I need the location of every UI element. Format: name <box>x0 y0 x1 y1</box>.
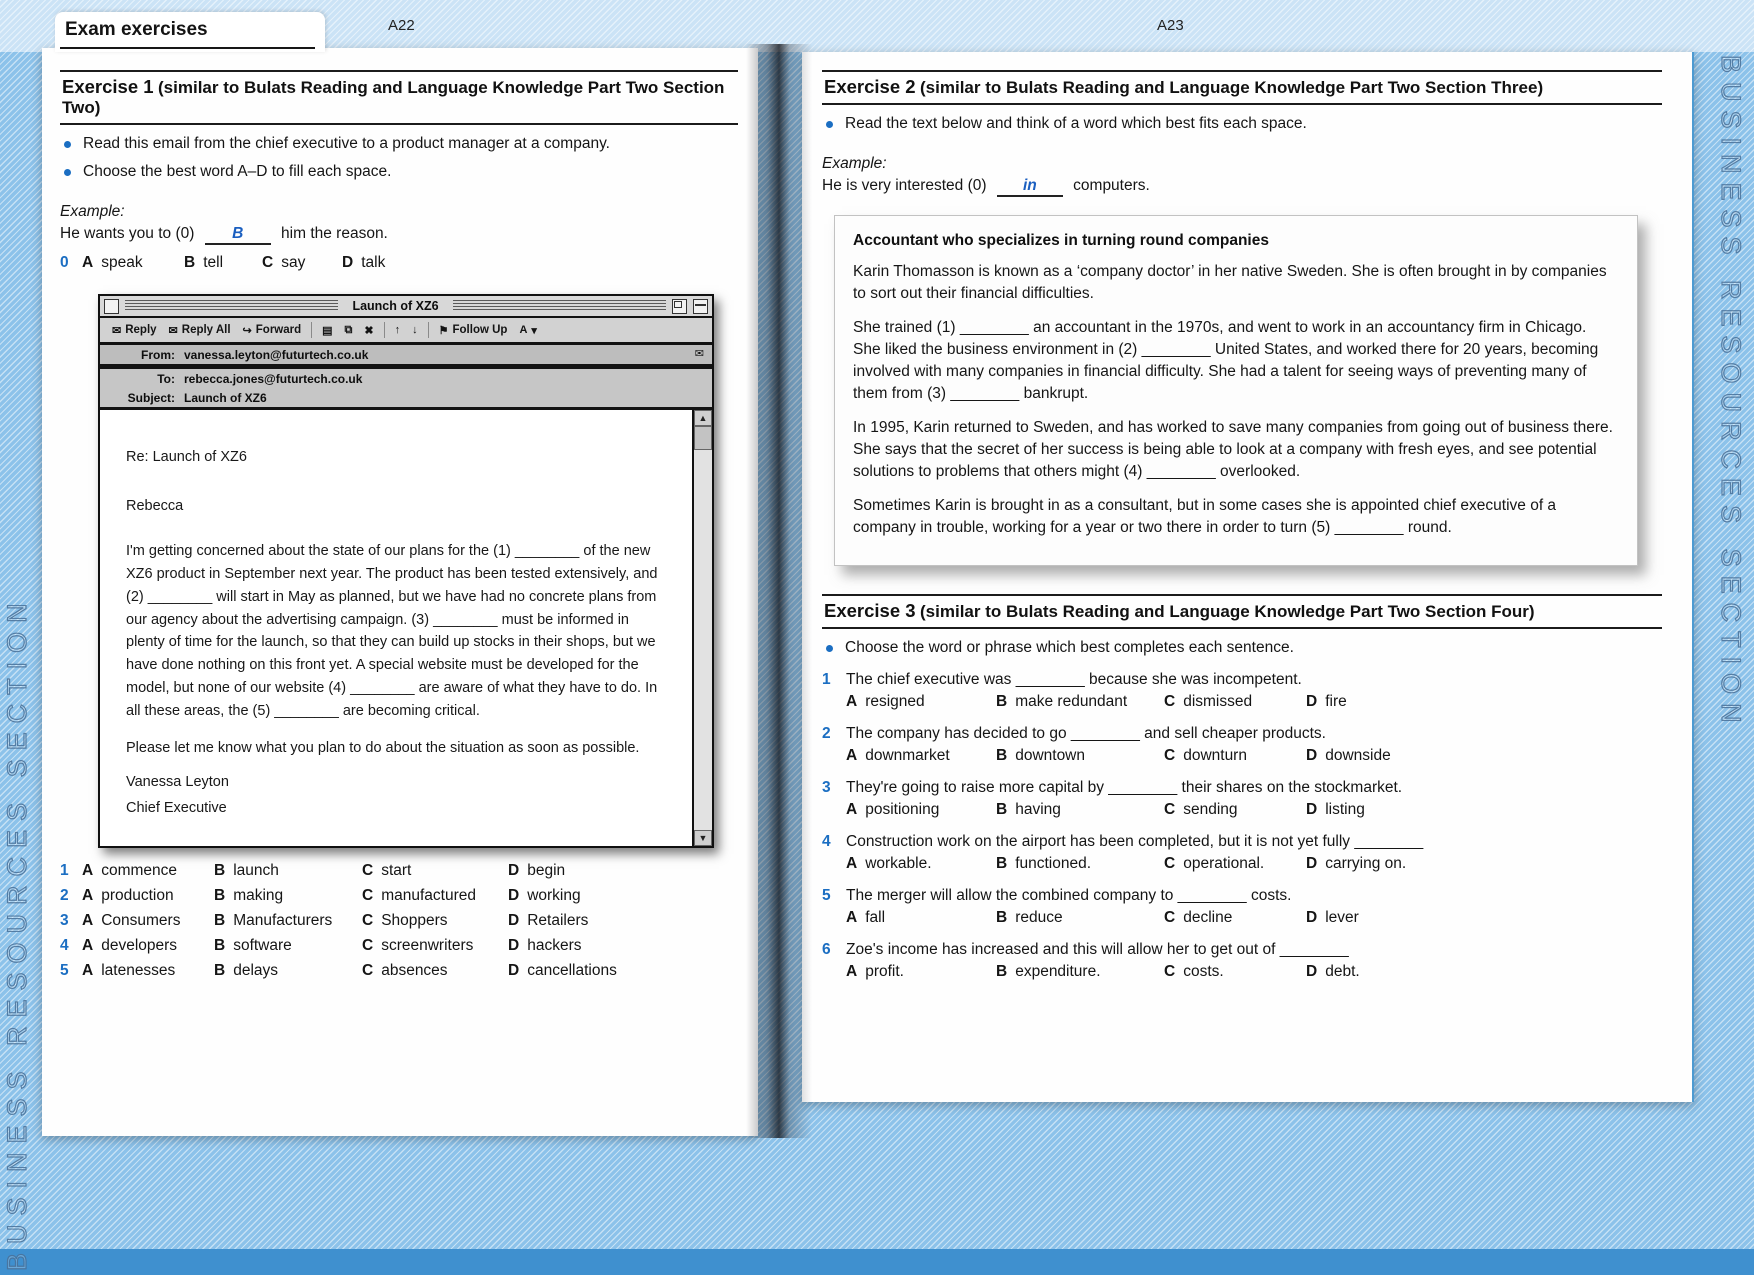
option-c: C manufactured <box>362 887 476 904</box>
question-number: 0 <box>60 254 69 271</box>
to-label: To: <box>157 371 175 386</box>
question-sentence: Construction work on the airport has been completed, but it is not yet fully ________ <box>846 833 1424 850</box>
question-6-options <box>846 963 1662 981</box>
option-d: D working <box>508 887 581 904</box>
right-page <box>802 52 1694 1102</box>
font-color-button[interactable] <box>513 323 542 338</box>
example-option-row <box>60 254 738 272</box>
previous-message-button[interactable] <box>389 323 407 337</box>
font-icon: A <box>519 324 528 336</box>
option-c: C start <box>362 862 412 879</box>
close-box-icon[interactable] <box>104 299 119 314</box>
reply-button[interactable]: ✉ Reply <box>112 324 157 337</box>
option-a: A speak <box>82 254 143 271</box>
question-sentence: The merger will allow the combined company to ________ costs. <box>846 887 1292 904</box>
question-4-options <box>846 855 1662 873</box>
question-2 <box>822 725 1662 743</box>
example-answer: in <box>997 177 1063 197</box>
question-number: 4 <box>60 937 69 954</box>
exercise1-heading <box>60 70 738 125</box>
next-message-button[interactable] <box>406 323 424 337</box>
email-main-paragraph: I'm getting concerned about the state of our plans for the (1) ________ of the new XZ6 product in September next year. The product has been tested extensively, and (2) ________ will start in May as planned, but we have had no concrete plans from our agency about the advertising campaign. (3) ________ must be informed in plenty of time for the launch, so that they can build up stocks in their shops, but we have done nothing on this front yet. A special website must be developed for the model, but none of our website (4) ________ are aware of what they have to do. In all these areas, the (5) ________ are becoming critical. <box>126 542 658 720</box>
email-closing: Please let me know what you plan to do about the situation as soon as possible. <box>126 740 640 757</box>
down-arrow-icon: ↓ <box>412 324 418 336</box>
option-c: C downturn <box>1164 747 1247 764</box>
email-re-line: Re: Launch of XZ6 <box>126 449 247 465</box>
option-b: B downtown <box>996 747 1085 764</box>
reading-paragraph: In 1995, Karin returned to Sweden, and has worked to save many companies from going out of business there. She says that the secret of her success is being able to look at a company with fresh eyes, and see potential solutions to problems that others might (4) ________ overlooked. <box>853 419 1613 480</box>
titlebar-stripes <box>125 300 338 312</box>
option-b: B functioned. <box>996 855 1092 872</box>
bullet-icon <box>826 645 833 652</box>
question-sentence: The chief executive was ________ because she was incompetent. <box>846 671 1302 688</box>
envelope-icon: ✉ <box>694 348 704 360</box>
question-number: 2 <box>822 725 831 742</box>
reply-all-button[interactable]: ✉ Reply All <box>168 324 231 337</box>
example-post: computers. <box>1073 177 1150 194</box>
toolbar-separator <box>428 322 429 338</box>
question-number: 6 <box>822 941 831 958</box>
option-c: C costs. <box>1164 963 1224 980</box>
side-banner-right: BUSINESS RESOURCES SECTION <box>1716 55 1746 732</box>
email-salutation: Rebecca <box>126 497 184 514</box>
option-d: D listing <box>1306 801 1365 818</box>
subject-label: Subject: <box>127 390 175 405</box>
exercise1-subtitle: (similar to Bulats Reading and Language Knowledge Part Two Section Two) <box>62 78 725 117</box>
option-d: D cancellations <box>508 962 617 979</box>
instruction-text: Read the text below and think of a word which best fits each space. <box>845 115 1307 132</box>
option-c: C screenwriters <box>362 937 474 954</box>
option-d: D hackers <box>508 937 582 954</box>
reading-text-heading: Accountant who specializes in turning round companies <box>853 232 1269 249</box>
option-b: B software <box>214 937 292 954</box>
option-d: D carrying on. <box>1306 855 1407 872</box>
email-titlebar <box>100 296 712 318</box>
option-b: B make redundant <box>996 693 1128 710</box>
question-number: 5 <box>60 962 69 979</box>
email-from-row <box>100 345 712 369</box>
option-c: C dismissed <box>1164 693 1253 710</box>
email-body <box>100 410 712 846</box>
reading-paragraph: She trained (1) ________ an accountant in the 1970s, and went to work in an accountancy firm in Chicago. She liked the business environment in (2) ________ United States, and worked there for 20 years, becoming involved with many companies in financial difficulty. She had a talent for seeing ways of preventing many of them from (3) ________ bankrupt. <box>853 319 1599 402</box>
print-button[interactable] <box>316 323 338 338</box>
option-a: A Consumers <box>82 912 181 929</box>
toolbar-separator <box>311 322 312 338</box>
option-row-1 <box>60 862 738 880</box>
collapse-box-icon[interactable] <box>693 299 708 314</box>
option-a: A developers <box>82 937 178 954</box>
option-c: C operational. <box>1164 855 1265 872</box>
reply-icon: ✉ <box>112 324 122 337</box>
example-label: Example: <box>60 203 125 220</box>
tab-underline <box>60 47 315 50</box>
page-number-right: A23 <box>1157 17 1184 34</box>
option-row-3 <box>60 912 738 930</box>
option-d: D fire <box>1306 693 1347 710</box>
example-sentence <box>822 177 1662 197</box>
bottom-blue-band <box>0 1249 1754 1275</box>
up-arrow-icon: ↑ <box>394 324 401 336</box>
exercise1-title: Exercise 1 <box>62 76 154 97</box>
question-number: 3 <box>60 912 69 929</box>
section-tab-label: Exam exercises <box>65 19 208 40</box>
email-window <box>98 294 714 848</box>
toolbar-separator <box>384 322 385 338</box>
from-label: From: <box>141 347 175 362</box>
option-d: D debt. <box>1306 963 1360 980</box>
instruction-text: Read this email from the chief executive to a product manager at a company. <box>83 135 610 152</box>
bullet-icon <box>64 141 71 148</box>
reading-paragraph: Sometimes Karin is brought in as a consultant, but in some cases she is appointed chief executive of a company in trouble, working for a year or two there in order to turn (5) ________ round. <box>853 497 1557 536</box>
section-tab <box>55 12 325 52</box>
scroll-up-icon[interactable]: ▲ <box>694 410 712 426</box>
question-1 <box>822 671 1662 689</box>
option-a: A positioning <box>846 801 940 818</box>
side-banner-left: BUSINESS RESOURCES SECTION <box>2 594 32 1271</box>
example-sentence <box>60 225 738 245</box>
forward-button[interactable]: ↪ Forward <box>242 324 302 337</box>
option-b: B making <box>214 887 284 904</box>
copy-button[interactable] <box>339 323 359 338</box>
option-a: A workable. <box>846 855 932 872</box>
exercise3-title: Exercise 3 <box>824 600 916 621</box>
dropdown-icon: ▾ <box>531 324 537 337</box>
option-row-2 <box>60 887 738 905</box>
email-window-title: Launch of XZ6 <box>352 299 439 313</box>
question-number: 2 <box>60 887 69 904</box>
option-c: C say <box>262 254 306 271</box>
delete-button[interactable] <box>358 323 379 338</box>
option-row-5 <box>60 962 738 980</box>
option-d: D Retailers <box>508 912 589 929</box>
option-a: A latenesses <box>82 962 176 979</box>
option-b: B Manufacturers <box>214 912 333 929</box>
option-c: C absences <box>362 962 448 979</box>
option-row-4 <box>60 937 738 955</box>
option-a: A production <box>82 887 174 904</box>
question-4 <box>822 833 1662 851</box>
bullet-icon <box>826 121 833 128</box>
exercise2-heading <box>822 70 1662 105</box>
forward-icon: ↪ <box>242 324 252 337</box>
question-number: 3 <box>822 779 831 796</box>
reading-text-box <box>834 215 1638 566</box>
example-post: him the reason. <box>281 225 388 242</box>
flag-icon: ⚑ <box>438 324 449 337</box>
email-scrollbar[interactable] <box>692 410 712 846</box>
scrollbar-thumb[interactable] <box>694 426 712 450</box>
reading-paragraph: Karin Thomasson is known as a ‘company doctor’ in her native Sweden. She is often brought in by companies to sort out their financial difficulties. <box>853 263 1607 302</box>
bullet-icon <box>64 169 71 176</box>
option-b: B delays <box>214 962 279 979</box>
email-to-row <box>100 369 712 388</box>
exercise2-title: Exercise 2 <box>824 76 916 97</box>
to-value: rebecca.jones@futurtech.co.uk <box>184 371 363 386</box>
question-number: 4 <box>822 833 831 850</box>
reply-all-icon: ✉ <box>168 324 178 337</box>
option-b: B launch <box>214 862 279 879</box>
option-b: B having <box>996 801 1061 818</box>
option-a: A profit. <box>846 963 904 980</box>
option-a: A fall <box>846 909 886 926</box>
example-pre: He wants you to (0) <box>60 225 195 242</box>
option-b: B reduce <box>996 909 1063 926</box>
scroll-down-icon[interactable]: ▼ <box>694 830 712 846</box>
instruction-line <box>826 639 1662 657</box>
option-d: D downside <box>1306 747 1391 764</box>
subject-value: Launch of XZ6 <box>184 390 267 405</box>
question-sentence: The company has decided to go ________ and sell cheaper products. <box>846 725 1326 742</box>
exercise1-options-grid <box>60 862 738 980</box>
question-number: 1 <box>60 862 69 879</box>
question-3 <box>822 779 1662 797</box>
email-subject-row <box>100 388 712 410</box>
option-b: B tell <box>184 254 224 271</box>
question-6 <box>822 941 1662 959</box>
option-d: D begin <box>508 862 566 879</box>
example-pre: He is very interested (0) <box>822 177 987 194</box>
question-5 <box>822 887 1662 905</box>
question-number: 1 <box>822 671 831 688</box>
page-number-left: A22 <box>388 17 415 34</box>
question-sentence: Zoe's income has increased and this will allow her to get out of ________ <box>846 941 1349 958</box>
instruction-line <box>64 135 738 153</box>
left-page <box>42 48 758 1136</box>
question-sentence: They're going to raise more capital by ________ their shares on the stockmarket. <box>846 779 1403 796</box>
from-value: vanessa.leyton@futurtech.co.uk <box>184 347 369 362</box>
option-d: D lever <box>1306 909 1359 926</box>
email-toolbar <box>100 318 712 345</box>
question-number: 5 <box>822 887 831 904</box>
exercise3-subtitle: (similar to Bulats Reading and Language Knowledge Part Two Section Four) <box>920 602 1535 621</box>
option-d: D talk <box>342 254 386 271</box>
instruction-line <box>64 163 738 181</box>
option-c: C decline <box>1164 909 1233 926</box>
instruction-text: Choose the word or phrase which best completes each sentence. <box>845 639 1294 656</box>
question-2-options <box>846 747 1662 765</box>
exercise3-heading <box>822 594 1662 629</box>
example-answer: B <box>205 225 271 245</box>
zoom-box-icon[interactable] <box>672 299 687 314</box>
email-signature-title: Chief Executive <box>126 799 227 816</box>
delete-icon: ✖ <box>364 324 374 337</box>
instruction-line <box>826 115 1662 133</box>
print-icon: ▤ <box>322 324 333 337</box>
exercise2-subtitle: (similar to Bulats Reading and Language Knowledge Part Two Section Three) <box>920 78 1544 97</box>
option-a: A resigned <box>846 693 925 710</box>
option-b: B expenditure. <box>996 963 1101 980</box>
follow-up-button[interactable]: ⚑ Follow Up <box>438 324 508 337</box>
option-a: A downmarket <box>846 747 950 764</box>
example-label: Example: <box>822 155 887 172</box>
option-a: A commence <box>82 862 178 879</box>
instruction-text: Choose the best word A–D to fill each space. <box>83 163 392 180</box>
question-5-options <box>846 909 1662 927</box>
question-3-options <box>846 801 1662 819</box>
email-signature-name: Vanessa Leyton <box>126 773 229 790</box>
copy-icon: ⧉ <box>344 323 353 336</box>
option-c: C sending <box>1164 801 1238 818</box>
option-c: C Shoppers <box>362 912 448 929</box>
question-1-options <box>846 693 1662 711</box>
titlebar-stripes <box>453 300 666 312</box>
